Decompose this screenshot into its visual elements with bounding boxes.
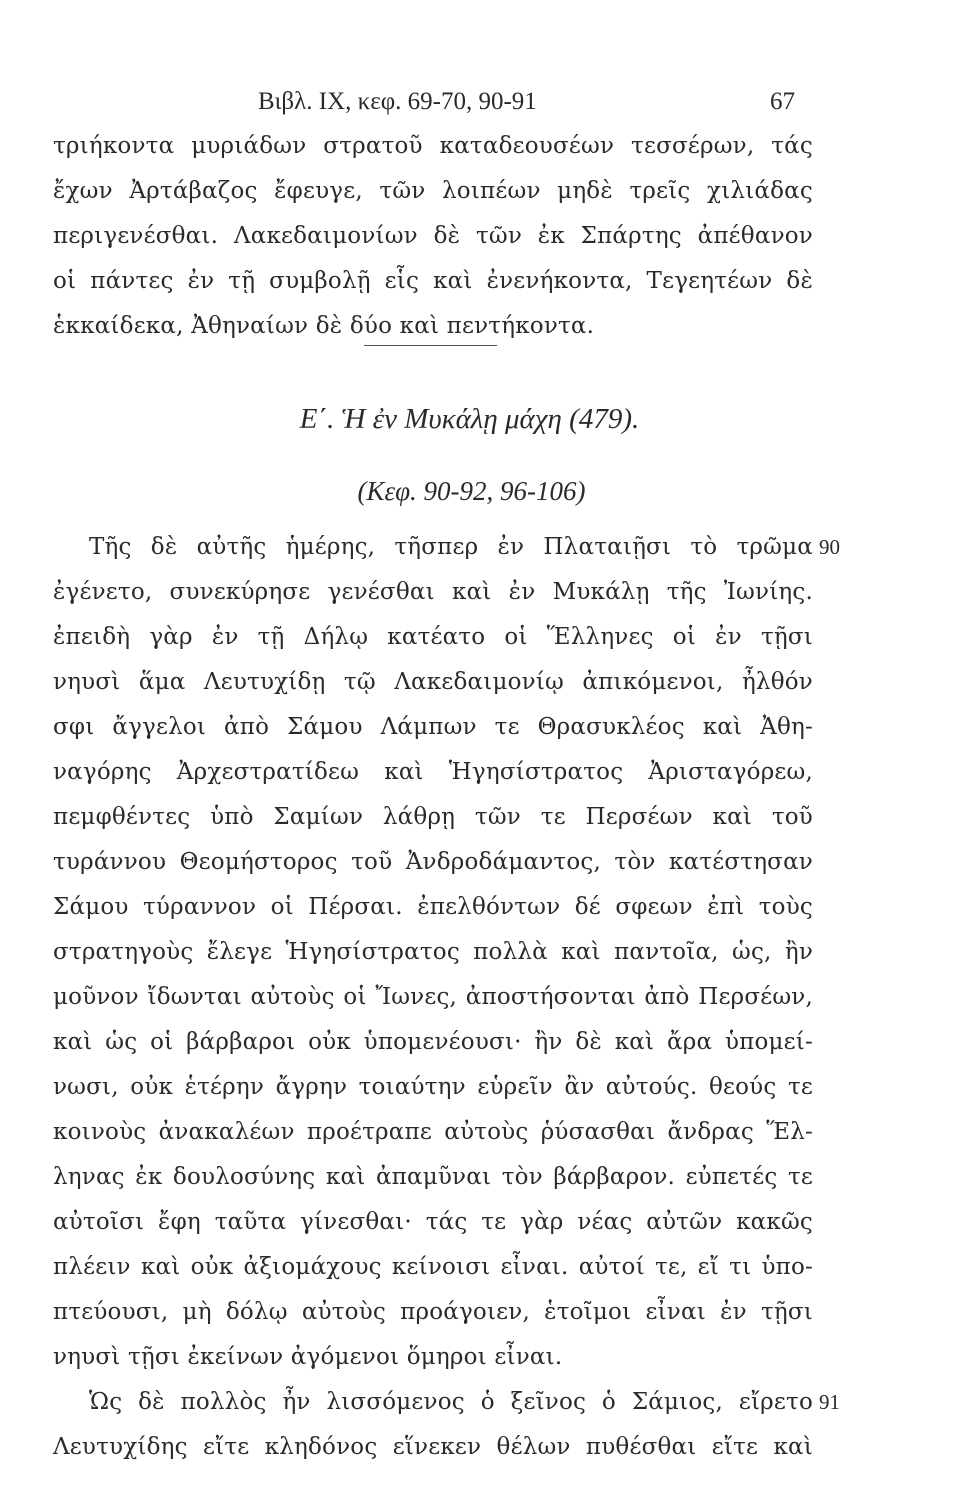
text-line-content: Τῆς δὲ αὐτῆς ἡμέρης, τῆσπερ ἐν Πλαταιῇσι τὸ τρῶμα <box>89 534 813 560</box>
text-line: στρατηγοὺς ἔλεγε Ἡγησίστρατος πολλὰ καὶ παντοῖα, ὡς, ἢν <box>53 939 813 965</box>
text-line: ληνας ἐκ δουλοσύνης καὶ ἀπαμῦναι τὸν βάρβαρον. εὐπετές τε <box>53 1164 813 1190</box>
text-line: τριήκοντα μυριάδων στρατοῦ καταδεουσέων τεσσέρων, τάς <box>53 133 813 159</box>
text-line: πλέειν καὶ οὐκ ἀξιομάχους κείνοισι εἶναι. αὐτοί τε, εἴ τι ὑπο- <box>53 1254 813 1280</box>
text-line <box>53 1380 840 1425</box>
text-line: ἐπειδὴ γὰρ ἐν τῇ Δήλῳ κατέατο οἱ Ἕλληνες οἱ ἐν τῇσι <box>53 624 813 650</box>
text-line: πτεύουσι, μὴ δόλῳ αὐτοὺς προάγοιεν, ἑτοῖμοι εἶναι ἐν τῇσι <box>53 1299 813 1325</box>
text-line: νωσι, οὐκ ἑτέρην ἄγρην τοιαύτην εὑρεῖν ἂν αὐτούς. θεούς τε <box>53 1074 813 1100</box>
text-line-content: Ὡς δὲ πολλὸς ἦν λισσόμενος ὁ ξεῖνος ὁ Σάμιος, εἴρετο <box>89 1389 813 1415</box>
text-line: περιγενέσθαι. Λακεδαιμονίων δὲ τῶν ἐκ Σπάρτης ἀπέθανον <box>53 223 813 249</box>
text-line: ἔχων Ἀρτάβαζος ἔφευγε, τῶν λοιπέων μηδὲ τρεῖς χιλιάδας <box>53 178 813 204</box>
text-line: Λευτυχίδης εἴτε κληδόνος εἵνεκεν θέλων πυθέσθαι εἴτε καὶ <box>53 1434 813 1460</box>
paragraph-continued <box>53 124 813 349</box>
text-line: Σάμου τύραννον οἱ Πέρσαι. ἐπελθόντων δέ σφεων ἐπὶ τοὺς <box>53 894 813 920</box>
text-line <box>53 525 840 570</box>
text-line: ἑκκαίδεκα, Ἀθηναίων δὲ δύο καὶ πεντήκοντα. <box>53 313 595 339</box>
text-line: τυράννου Θεομήστορος τοῦ Ἀνδροδάμαντος, τὸν κατέστησαν <box>53 849 813 875</box>
text-line: μοῦνον ἴδωνται αὐτοὺς οἱ Ἴωνες, ἀποστήσονται ἀπὸ Περσέων, <box>53 984 813 1010</box>
text-line: ἐγένετο, συνεκύρησε γενέσθαι καὶ ἐν Μυκάλῃ τῆς Ἰωνίης. <box>53 579 813 605</box>
text-line: σφι ἄγγελοι ἀπὸ Σάμου Λάμπων τε Θρασυκλέος καὶ Ἀθη- <box>53 714 813 740</box>
page-number: 67 <box>770 88 795 115</box>
text-line: νηυσὶ τῇσι ἐκείνων ἀγόμενοι ὅμηροι εἶναι. <box>53 1344 563 1370</box>
section-heading: Ε΄. Ἡ ἐν Μυκάλῃ μάχη (479). <box>299 403 640 435</box>
text-line: πεμφθέντες ὑπὸ Σαμίων λάθρῃ τῶν τε Περσέων καὶ τοῦ <box>53 804 813 830</box>
running-title: Βιβλ. IX, κεφ. 69-70, 90-91 <box>258 88 537 115</box>
text-line: αὐτοῖσι ἔφη ταῦτα γίνεσθαι· τάς τε γὰρ νέας αὐτῶν κακῶς <box>53 1209 813 1235</box>
page-header <box>0 88 959 128</box>
text-line: νηυσὶ ἅμα Λευτυχίδῃ τῷ Λακεδαιμονίῳ ἀπικόμενοι, ἦλθόν <box>53 669 813 695</box>
paragraph-91 <box>53 1380 840 1470</box>
section-divider <box>364 345 497 346</box>
text-line: οἱ πάντες ἐν τῇ συμβολῇ εἷς καὶ ἐνενήκοντα, Τεγεητέων δὲ <box>53 268 813 294</box>
margin-chapter-number: 90 <box>819 535 840 559</box>
text-line: κοινοὺς ἀνακαλέων προέτραπε αὐτοὺς ῥύσασθαι ἄνδρας Ἕλ- <box>53 1119 813 1145</box>
paragraph-90 <box>53 525 840 1380</box>
text-line: ναγόρης Ἀρχεστρατίδεω καὶ Ἡγησίστρατος Ἀρισταγόρεω, <box>53 759 813 785</box>
margin-chapter-number: 91 <box>819 1390 840 1414</box>
section-subheading: (Κεφ. 90-92, 96-106) <box>357 476 586 506</box>
text-line: καὶ ὡς οἱ βάρβαροι οὐκ ὑπομενέουσι· ἢν δὲ καὶ ἄρα ὑπομεί- <box>53 1029 813 1055</box>
